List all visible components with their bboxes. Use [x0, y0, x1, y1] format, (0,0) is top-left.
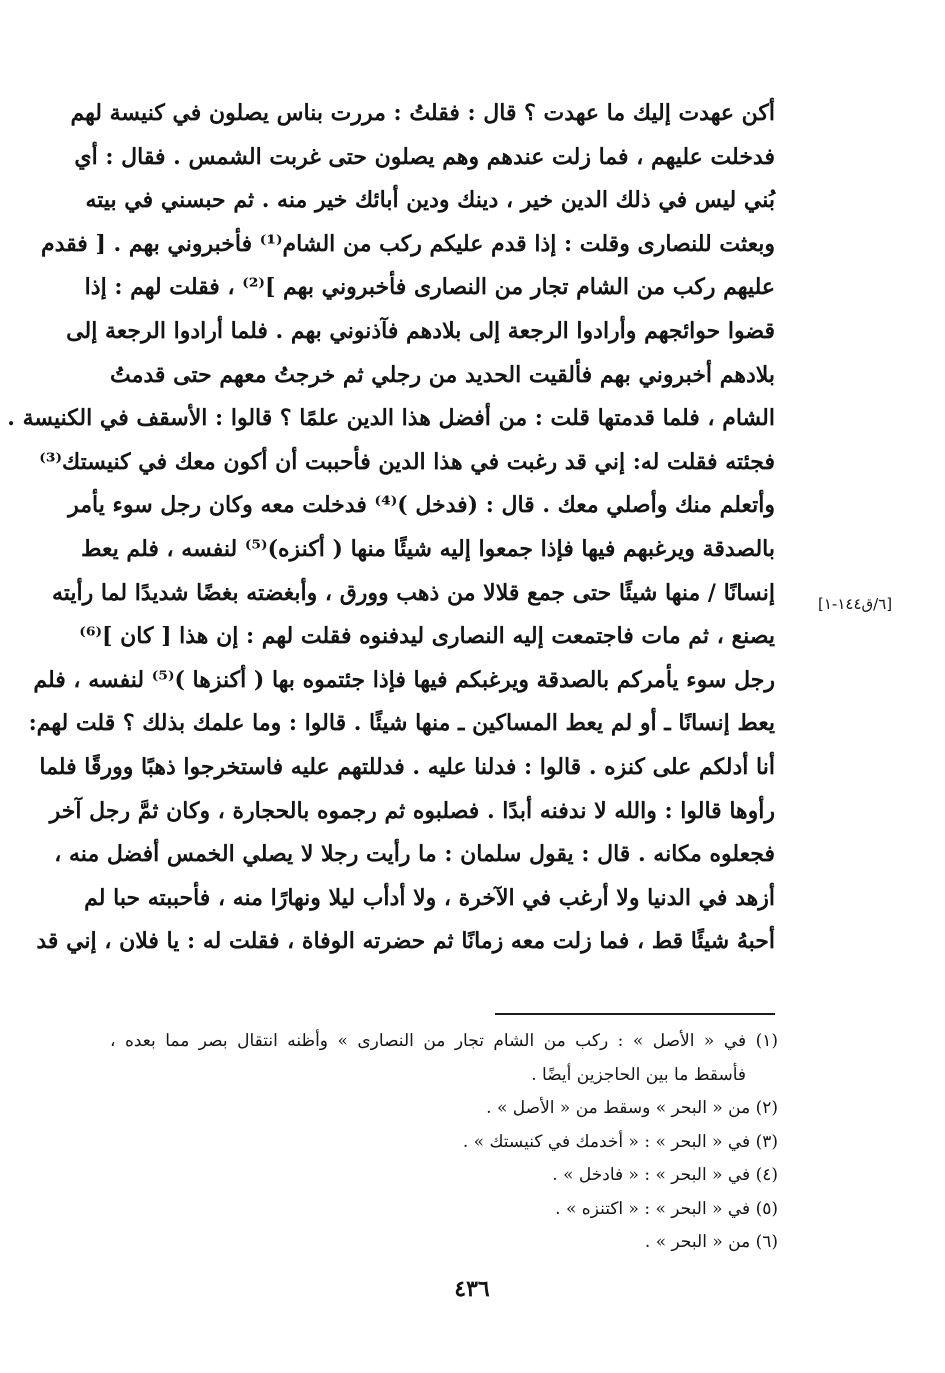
- text-line: رأوها قالوا : والله لا ندفنه أبدًا . فصلبوه ثم رجموه بالحجارة ، وكان ثمَّ رجل آخر: [49, 797, 775, 824]
- manuscript-folio-note: [٦/ق١٤٤-١]: [818, 595, 893, 613]
- text-line: أزهد في الدنيا ولا أرغب في الآخرة ، ولا أدأب ليلا ونهارًا منه ، فأحببته حبا لم: [84, 884, 775, 911]
- text-line: بلادهم أخبروني بهم فألقيت الحديد من رجلي ثم خرجتُ معهم حتى قدمتُ: [110, 361, 775, 388]
- text-line: يعط إنسانًا ـ أو لم يعط المساكين ـ منها شيئًا . قالوا : وما علمك بذلك ؟ قلت لهم:: [28, 710, 775, 737]
- text-line: فدخلت عليهم ، فما زلت عندهم وهم يصلون حتى غربت الشمس . فقال : أي: [74, 143, 775, 170]
- text-line: إنسانًا / منها شيئًا حتى جمع قلالا من ذهب وورق ، وأبغضته بغضًا شديدًا لما رأيته: [51, 579, 775, 606]
- text-line: قضوا حوائجهم وأرادوا الرجعة إلى بلادهم فآذنوني بهم . فلما أرادوا الرجعة إلى: [66, 317, 775, 344]
- footnote-line: (٤) في « البحر » : « فادخل » .: [552, 1165, 778, 1185]
- page-number: ٤٣٦: [454, 1276, 490, 1302]
- main-text: [7, 92, 775, 964]
- text-line: أحبهُ شيئًا قط ، فما زلت معه زمانًا ثم حضرته الوفاة ، فقلت له : يا فلان ، إني قد: [36, 928, 775, 955]
- text-line: عليهم ركب من الشام تجار من النصارى فأخبروني بهم ]⁽²⁾ ، فقلت لهم : إذا: [84, 274, 775, 301]
- text-line: أنا أدلكم على كنزه . قالوا : فدلنا عليه . فدللتهم عليه فاستخرجوا ذهبًا وورقًا فلما: [39, 753, 775, 780]
- text-line: وبعثت للنصارى وقلت : إذا قدم عليكم ركب من الشام⁽¹⁾ فأخبروني بهم . [ فقدم: [41, 230, 775, 257]
- footnote-divider: [495, 1013, 775, 1015]
- footnote-line: (١) في « الأصل » : ركب من الشام تجار من النصارى » وأظنه انتقال بصر مما بعده ،: [110, 1031, 778, 1051]
- footnote-line: (٦) من « البحر » .: [644, 1232, 778, 1252]
- footnote-line: فأسقط ما بين الحاجزين أيضًا .: [531, 1064, 746, 1085]
- text-line: بالصدقة ويرغبهم فيها فإذا جمعوا إليه شيئًا منها ( أكنزه)⁽⁵⁾ لنفسه ، فلم يعط: [81, 535, 775, 562]
- footnote-line: (٣) في « البحر » : « أخدمك في كنيستك » .: [462, 1131, 778, 1152]
- text-line: أكن عهدت إليك ما عهدت ؟ قال : فقلتُ : مررت بناس يصلون في كنيسة لهم: [70, 100, 775, 126]
- footnotes: [110, 1025, 778, 1260]
- text-line: فجئته فقلت له: إني قد رغبت في هذا الدين فأحببت أن أكون معك في كنيستك⁽³⁾: [39, 448, 775, 475]
- text-line: فجعلوه مكانه . قال : يقول سلمان : ما رأيت رجلا لا يصلي الخمس أفضل منه ،: [54, 841, 775, 868]
- text-line: وأتعلم منك وأصلي معك . قال : (فدخل )⁽⁴⁾ فدخلت معه وكان رجل سوء يأمر: [68, 492, 775, 519]
- text-line: بُني ليس في ذلك الدين خير ، دينك ودين أبائك خير منه . ثم حبسني في بيته: [85, 187, 775, 214]
- footnote-line: (٥) في « البحر » : « اكتنزه » .: [555, 1198, 778, 1219]
- text-line: الشام ، فلما قدمتها قلت : من أفضل هذا الدين علمًا ؟ قالوا : الأسقف في الكنيسة .: [7, 405, 775, 432]
- text-line: يصنع ، ثم مات فاجتمعت إليه النصارى ليدفنوه فقلت لهم : إن هذا [ كان ]⁽⁶⁾: [79, 623, 775, 650]
- text-line: رجل سوء يأمركم بالصدقة ويرغبكم فيها فإذا جئتموه بها ( أكنزها )⁽⁵⁾ لنفسه ، فلم: [33, 666, 775, 693]
- footnote-line: (٢) من « البحر » وسقط من « الأصل » .: [486, 1098, 778, 1118]
